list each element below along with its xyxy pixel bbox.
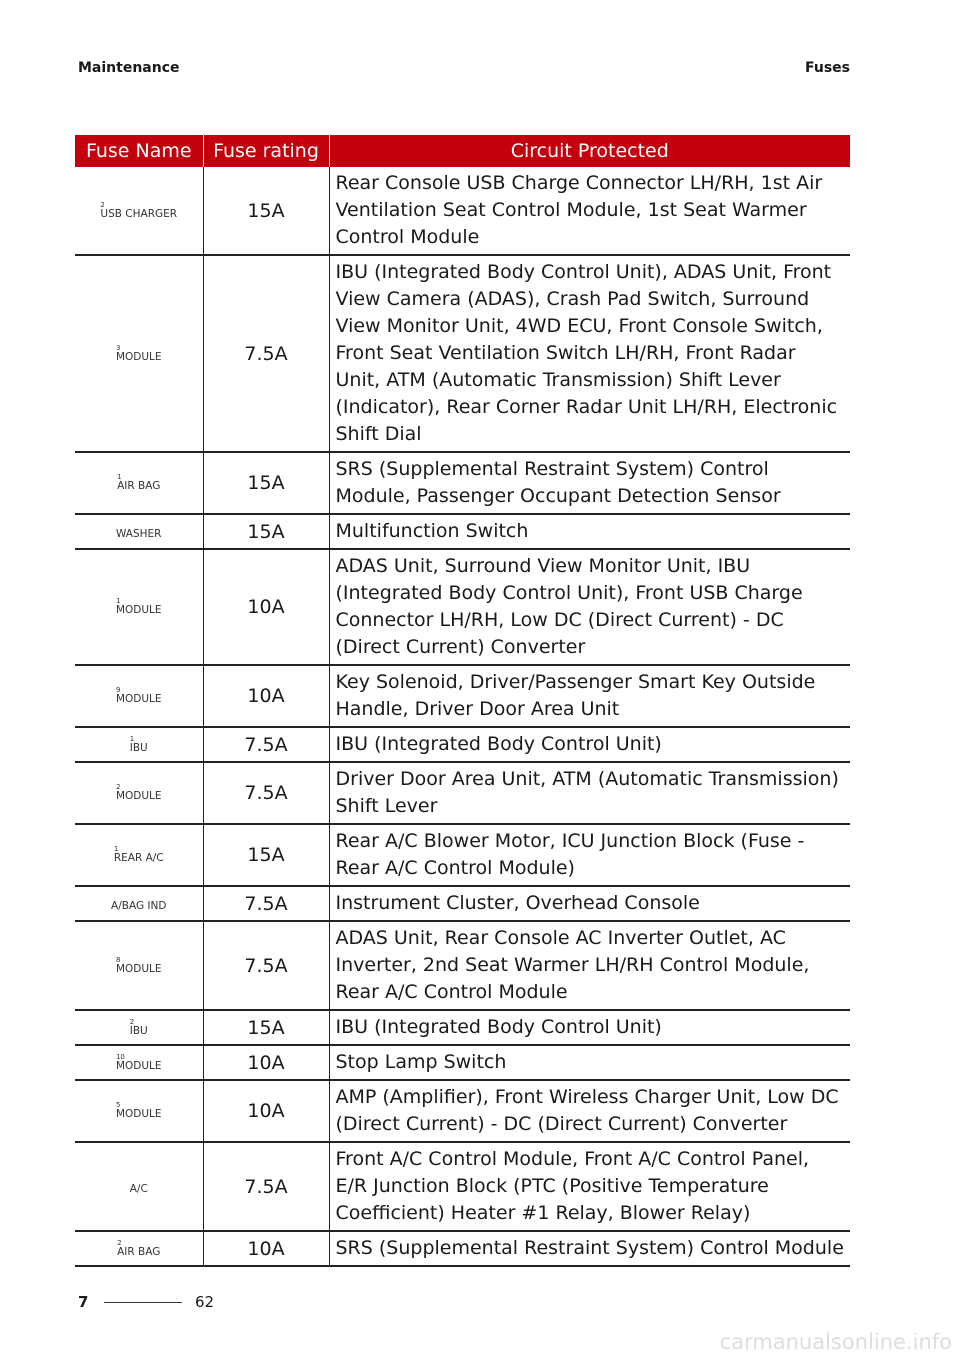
topic-title: Fuses [805,60,850,76]
fuse-label [130,1018,148,1037]
fuse-name-cell [75,514,203,549]
fuse-name-cell [75,824,203,886]
section-title: Maintenance [78,60,180,76]
fuse-label [116,686,162,705]
fuse-number: 10 [115,1052,125,1061]
column-header-fuse-rating: Fuse rating [203,135,329,167]
page-number: 62 [195,1293,215,1311]
fuse-rating-cell: 7.5A [203,255,329,452]
fuse-name-cell [75,921,203,1010]
fuse-name-cell [75,665,203,727]
circuit-protected-cell: Rear Console USB Charge Connector LH/RH, 1st Air Ventilation Seat Control Module, 1st Seat Warmer Control Module [329,167,850,255]
fuse-name: A/BAG IND [111,900,167,912]
fuse-number: 2 [129,1017,135,1026]
fuse-rating-cell: 15A [203,452,329,514]
table-row [75,255,850,452]
fuse-table-body [75,167,850,1266]
circuit-protected-cell: IBU (Integrated Body Control Unit), ADAS Unit, Front View Camera (ADAS), Crash Pad Switch, Surround View Monitor Unit, 4WD ECU, Front Console Switch, Front Seat Ventilation Switch LH/RH, Front Radar Unit, ATM (Automatic Transmission) Shift Lever (Indicator), Rear Corner Radar Unit LH/RH, Electronic Shift Dial [329,255,850,452]
fuse-number: 5 [115,1101,121,1109]
fuse-name: MODULE [115,693,162,705]
table-row [75,452,850,514]
circuit-protected-cell: Multifunction Switch [329,514,850,549]
fuse-name: A/C [129,1183,148,1195]
fuse-name: MODULE [115,1059,162,1072]
fuse-number: 2 [117,1238,122,1247]
fuse-number: 1 [113,845,119,853]
table-row [75,886,850,921]
fuse-number: 9 [115,686,121,694]
table-row [75,1142,850,1231]
table-row [75,665,850,727]
fuse-number: 3 [115,343,121,352]
circuit-protected-cell: Front A/C Control Module, Front A/C Control Panel, E/R Junction Block (PTC (Positive Temperature Coefficient) Heater #1 Relay, Blower Relay) [329,1142,850,1231]
fuse-name: WASHER [116,528,162,540]
fuse-rating-cell: 7.5A [203,762,329,824]
fuse-name: MODULE [115,604,162,616]
fuse-rating-cell: 10A [203,549,329,665]
table-row [75,1080,850,1142]
fuse-label [116,783,162,802]
fuse-rating-cell: 7.5A [203,1142,329,1231]
circuit-protected-cell: IBU (Integrated Body Control Unit) [329,727,850,762]
circuit-protected-cell: ADAS Unit, Surround View Monitor Unit, IBU (Integrated Body Control Unit), Front USB Charge Connector LH/RH, Low DC (Direct Current) - DC (Direct Current) Converter [329,549,850,665]
fuse-name-cell [75,452,203,514]
fuse-label [130,1184,148,1195]
fuse-name-cell [75,1010,203,1045]
table-header-row [75,135,850,167]
fuse-name: AIR BAG [117,480,161,492]
fuse-name-cell [75,167,203,255]
fuse-name-cell [75,727,203,762]
chapter-number: 7 [78,1293,89,1311]
circuit-protected-cell: Key Solenoid, Driver/Passenger Smart Key Outside Handle, Driver Door Area Unit [329,665,850,727]
fuse-number: 1 [117,473,122,481]
fuse-number: 2 [100,200,105,209]
watermark-text: carmanualsonline.info [719,1330,952,1354]
fuse-rating-cell: 7.5A [203,727,329,762]
fuse-name-cell [75,255,203,452]
fuse-rating-cell: 7.5A [203,886,329,921]
fuse-label [130,735,148,754]
fuse-rating-cell: 15A [203,514,329,549]
table-row [75,514,850,549]
fuse-label [116,344,162,363]
fuse-name-cell [75,886,203,921]
circuit-protected-cell: ADAS Unit, Rear Console AC Inverter Outlet, AC Inverter, 2nd Seat Warmer LH/RH Control Module, Rear A/C Control Module [329,921,850,1010]
fuse-name-cell [75,762,203,824]
table-row [75,1045,850,1080]
fuse-rating-cell: 10A [203,1080,329,1142]
column-header-fuse-name: Fuse Name [75,135,203,167]
fuse-number: 2 [115,783,121,791]
fuse-rating-cell: 15A [203,167,329,255]
fuse-name: IBU [129,741,148,754]
fuse-rating-cell: 15A [203,824,329,886]
fuse-label [116,1053,162,1072]
fuse-table [75,135,850,1267]
fuse-name: MODULE [115,962,162,975]
fuse-name-cell [75,1045,203,1080]
table-row [75,727,850,762]
fuse-name: MODULE [115,790,162,802]
fuse-name: IBU [129,1024,148,1037]
fuse-name: USB CHARGER [100,207,178,220]
fuse-name-cell [75,1142,203,1231]
fuse-name-cell [75,1231,203,1266]
fuse-rating-cell: 10A [203,1045,329,1080]
fuse-label [117,1239,160,1258]
fuse-rating-cell: 7.5A [203,921,329,1010]
circuit-protected-cell: AMP (Amplifier), Front Wireless Charger Unit, Low DC (Direct Current) - DC (Direct Current) Converter [329,1080,850,1142]
circuit-protected-cell: Driver Door Area Unit, ATM (Automatic Transmission) Shift Lever [329,762,850,824]
table-row [75,921,850,1010]
fuse-number: 1 [129,734,135,743]
fuse-label [116,956,162,975]
circuit-protected-cell: IBU (Integrated Body Control Unit) [329,1010,850,1045]
fuse-name-cell [75,1080,203,1142]
fuse-name: MODULE [115,1108,162,1120]
circuit-protected-cell: Stop Lamp Switch [329,1045,850,1080]
column-header-circuit-protected: Circuit Protected [329,135,850,167]
table-row [75,762,850,824]
table-row [75,167,850,255]
fuse-name: REAR A/C [113,852,164,864]
fuse-name-cell [75,549,203,665]
fuse-number: 1 [115,597,121,605]
fuse-label [111,901,166,912]
fuse-label [116,529,161,540]
circuit-protected-cell: SRS (Supplemental Restraint System) Control Module, Passenger Occupant Detection Sensor [329,452,850,514]
fuse-name: MODULE [115,350,162,363]
fuse-label [117,473,160,492]
fuse-rating-cell: 15A [203,1010,329,1045]
table-row [75,1231,850,1266]
fuse-label [100,201,177,220]
table-row [75,549,850,665]
fuse-rating-cell: 10A [203,665,329,727]
fuse-label [114,845,164,864]
circuit-protected-cell: Instrument Cluster, Overhead Console [329,886,850,921]
fuse-name: AIR BAG [117,1245,161,1258]
fuse-number: 8 [115,955,121,964]
circuit-protected-cell: SRS (Supplemental Restraint System) Control Module [329,1231,850,1266]
circuit-protected-cell: Rear A/C Blower Motor, ICU Junction Block (Fuse - Rear A/C Control Module) [329,824,850,886]
table-row [75,1010,850,1045]
fuse-label [116,1101,162,1120]
table-row [75,824,850,886]
fuse-rating-cell: 10A [203,1231,329,1266]
fuse-label [116,597,162,616]
footer-divider [104,1302,182,1303]
